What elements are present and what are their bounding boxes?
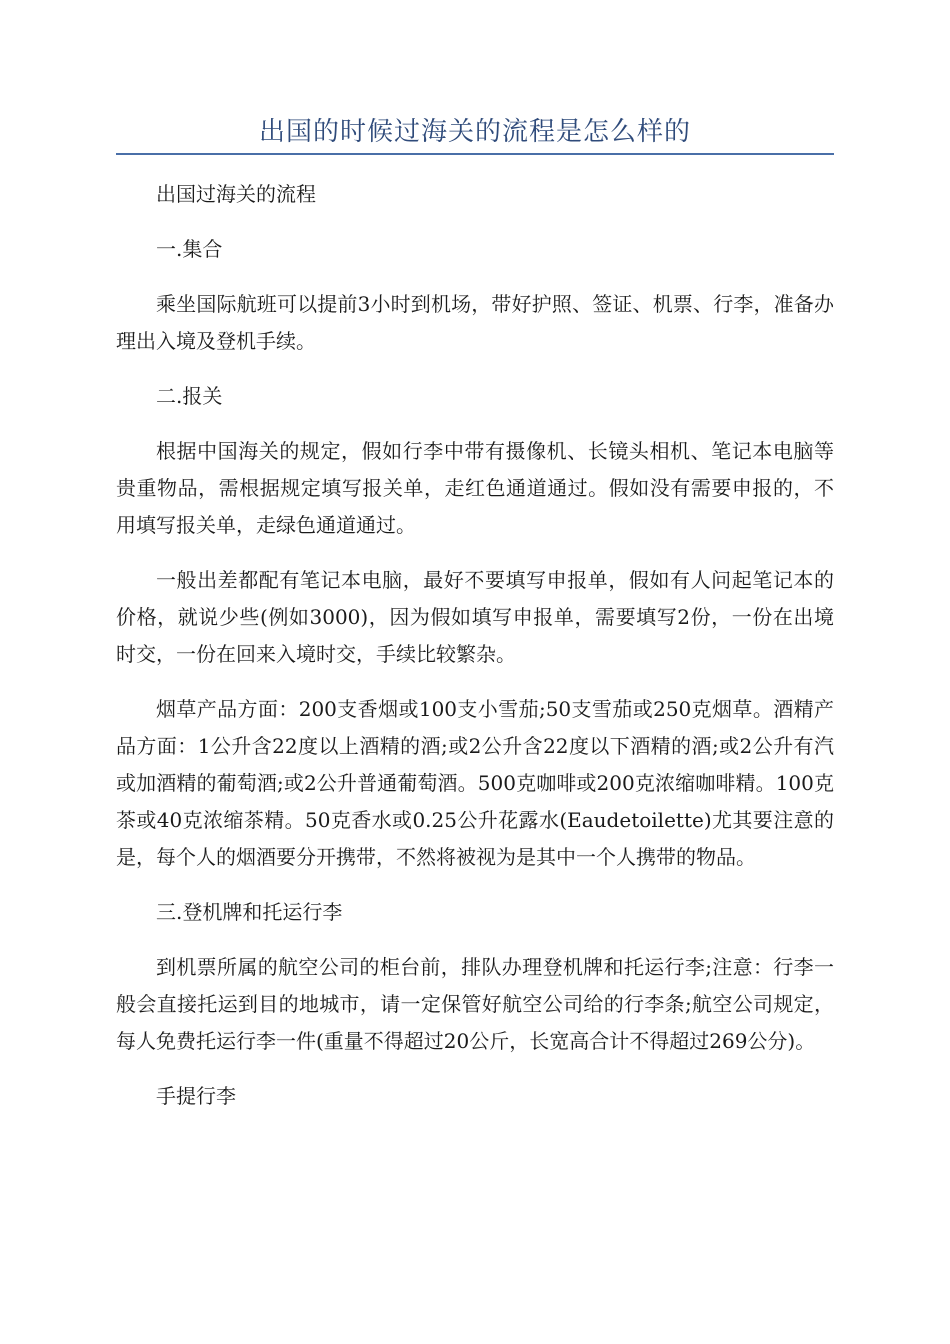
- paragraph: 烟草产品方面：200支香烟或100支小雪茄;50支雪茄或250克烟草。酒精产品方面：1公升含22度以上酒精的酒;或2公升含22度以下酒精的酒;或2公升有汽或加酒精的葡萄酒;或2公升普通葡萄酒。500克咖啡或200克浓缩咖啡精。100克茶或40克浓缩茶精。50克香水或0.25公升花露水(Eaudetoilette)尤其要注意的是，每个人的烟酒要分开携带，不然将被视为是其中一个人携带的物品。: [116, 697, 834, 869]
- paragraph: 一般出差都配有笔记本电脑，最好不要填写申报单，假如有人问起笔记本的价格，就说少些(例如3000)，因为假如填写申报单，需要填写2份，一份在出境时交，一份在回来入境时交，手续比较繁杂。: [116, 568, 834, 666]
- paragraph: 乘坐国际航班可以提前3小时到机场，带好护照、签证、机票、行李，准备办理出入境及登机手续。: [116, 292, 834, 353]
- section-heading: 一.集合: [156, 237, 223, 261]
- document-body: [116, 176, 834, 1133]
- page-title: 出国的时候过海关的流程是怎么样的: [258, 117, 691, 147]
- section-heading: 出国过海关的流程: [156, 182, 316, 206]
- section-heading: 三.登机牌和托运行李: [156, 900, 343, 924]
- paragraph: 根据中国海关的规定，假如行李中带有摄像机、长镜头相机、笔记本电脑等贵重物品，需根据规定填写报关单，走红色通道通过。假如没有需要申报的，不用填写报关单，走绿色通道通过。: [116, 439, 834, 537]
- section-heading: 手提行李: [156, 1084, 236, 1108]
- title-divider: [116, 153, 834, 155]
- paragraph: 到机票所属的航空公司的柜台前，排队办理登机牌和托运行李;注意：行李一般会直接托运到目的地城市，请一定保管好航空公司给的行李条;航空公司规定，每人免费托运行李一件(重量不得超过20公斤，长宽高合计不得超过269公分)。: [116, 955, 834, 1053]
- section-heading: 二.报关: [156, 384, 223, 408]
